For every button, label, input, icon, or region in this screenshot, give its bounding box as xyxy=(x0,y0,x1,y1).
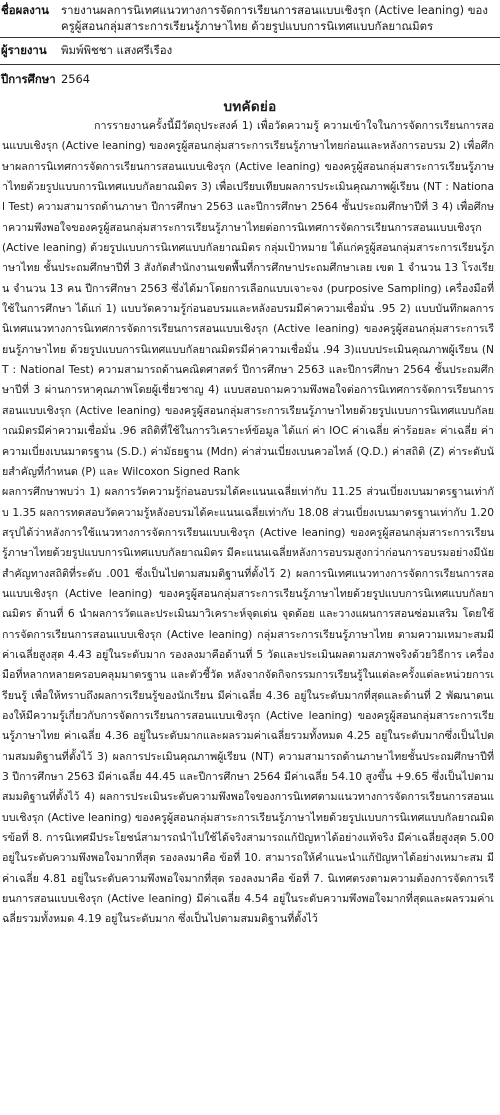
author-value: พิมพ์พิชชา แสงศรีเรือง xyxy=(61,43,173,57)
author-row xyxy=(0,43,500,59)
abstract-paragraph-objectives: การรายงานครั้งนี้มีวัตถุประสงค์ 1) เพื่อวัดความรู้ ความเข้าใจในการจัดการเรียนการสอนแบบเชิงรุก (Active leaning) ของครูผู้สอนกลุ่มสาระการเรียนรู้ภาษาไทยก่อนและหลังการอบรม 2) เพื่อศึกษาผลการนิเทศการจัดการเรียนการสอนแบบเชิงรุก (Active leaning) ของครูผู้สอนกลุ่มสาระการเรียนรู้ภาษาไทยด้วยรูปแบบการนิเทศแบบกัลยาณมิตร 3) เพื่อเปรียบเทียบผลการประเมินคุณภาพผู้เรียน (NT : National Test) ความสามารถด้านภาษา ปีการศึกษา 2563 และปีการศึกษา 2564 ชั้นประถมศึกษาปีที่ 3 4) เพื่อศึกษาความพึงพอใจของครูผู้สอนกลุ่มสาระการเรียนรู้ภาษาไทยต่อการนิเทศการจัดการเรียนการสอนแบบเชิงรุก (Active leaning) ด้วยรูปแบบการนิเทศแบบกัลยาณมิตร กลุ่มเป้าหมาย ได้แก่ครูผู้สอนกลุ่มสาระการเรียนรู้ภาษาไทย ชั้นประถมศึกษาปีที่ 3 สังกัดสำนักงานเขตพื้นที่การศึกษาประถมศึกษาเลย เขต 1 จำนวน 13 โรงเรียน จำนวน 13 คน ปีการศึกษา 2563 ซึ่งได้มาโดยการเลือกแบบเจาะจง (purposive Sampling) เครื่องมือที่ใช้ในการศึกษา ได้แก่ 1) แบบวัดความรู้ก่อนอบรมและหลังอบรมมีค่าความเชื่อมั่น .95 2) แบบบันทึกผลการนิเทศแนวทางการนิเทศการจัดการเรียนการสอนแบบเชิงรุก (Active leaning) ของครูผู้สอนกลุ่มสาระการเรียนรู้ภาษาไทย ด้วยรูปแบบการนิเทศแบบกัลยาณมิตรมีค่าความเชื่อมั่น .94 3)แบบประเมินคุณภาพผู้เรียน (NT : National Test) ความสามารถด้านคณิตศาสตร์ ปีการศึกษา 2563 และปีการศึกษา 2564 ชั้นประถมศึกษาปีที่ 3 ผ่านการหาคุณภาพโดยผู้เชี่ยวชาญ 4) แบบสอบถามความพึงพอใจต่อการนิเทศการจัดการเรียนการสอนแบบเชิงรุก (Active leaning) ของครูผู้สอนกลุ่มสาระการเรียนรู้ภาษาไทยด้วยรูปแบบการนิเทศแบบกัลยาณมิตรมีค่าความเชื่อมั่น .96 สถิติที่ใช้ในการวิเคราะห์ข้อมูล ได้แก่ ค่า IOC ค่าเฉลี่ย ค่าร้อยละ ค่าเฉลี่ย ค่าความเบี่ยงเบนมาตรฐาน (S.D.) ค่ามัธยฐาน (Mdn) ค่าส่วนเบี่ยงเบนควอไทล์ (Q.D.) ค่าสถิติ (Z) ค่าระดับนัยสำคัญที่กำหนด (P) และ Wilcoxon Signed Rank xyxy=(2,119,494,478)
title-value: รายงานผลการนิเทศแนวทางการจัดการเรียนการสอนแบบเชิงรุก (Active leaning) ของครูผู้สอนกลุ่มสาระการเรียนรู้ภาษาไทย ด้วยรูปแบบการนิเทศแบบกัลยาณมิตร xyxy=(61,3,488,33)
abstract-heading: บทคัดย่อ xyxy=(223,99,277,115)
year-row xyxy=(0,72,500,88)
title-row xyxy=(0,3,500,34)
divider xyxy=(0,64,500,65)
abstract-body xyxy=(2,116,494,930)
year-label: ปีการศึกษา xyxy=(1,72,56,86)
year-value: 2564 xyxy=(61,72,90,86)
divider xyxy=(0,37,500,38)
title-label: ชื่อผลงาน xyxy=(1,3,49,17)
abstract-paragraph-results: ผลการศึกษาพบว่า 1) ผลการวัดความรู้ก่อนอบรมได้คะแนนเฉลี่ยเท่ากับ 11.25 ส่วนเบี่ยงเบนมาตรฐานเท่ากับ 1.35 ผลการทดสอบวัดความรู้หลังอบรมได้คะแนนเฉลี่ยเท่ากับ 18.08 ส่วนเบี่ยงเบนมาตรฐานเท่ากับ 1.20 สรุปได้ว่าหลังการใช้แนวทางการจัดการเรียนแบบเชิงรุก (Active leaning) ของครูผู้สอนกลุ่มสาระการเรียนรู้ภาษาไทยด้วยรูปแบบการนิเทศแบบกัลยาณมิตร มีคะแนนเฉลี่ยหลังการอบรมสูงกว่าก่อนการอบรมอย่างมีนัยสำคัญทางสถิติที่ระดับ .001 ซึ่งเป็นไปตามสมมติฐานที่ตั้งไว้ 2) ผลการนิเทศแนวทางการจัดการเรียนการสอนแบบเชิงรุก (Active leaning) ของครูผู้สอนกลุ่มสาระการเรียนรู้ภาษาไทยด้วยรูปแบบการนิเทศแบบกัลยาณมิตร ด้านที่ 6 นำผลการวัดและประเมินมาวิเคราะห์จุดเด่น จุดด้อย และวางแผนการสอนซ่อมเสริม โดยใช้ การจัดการเรียนการสอนแบบเชิงรุก (Active leaning) กลุ่มสาระการเรียนรู้ภาษาไทย ตามความเหมาะสมมีค่าเฉลี่ยสูงสุด 4.43 อยู่ในระดับมาก รองลงมาคือด้านที่ 5 วัดและประเมินผลตามสภาพจริงด้วยวิธีการ เครื่องมือที่หลากหลายครอบคลุมมาตรฐาน และตัวชี้วัด หลังจากจัดกิจกรรมการเรียนรู้ในแต่ละครั้งแต่ละหน่วยการเรียนรู้ เพื่อให้ทราบถึงผลการเรียนรู้ของนักเรียน มีค่าเฉลี่ย 4.36 อยู่ในระดับมากที่สุดและด้านที่ 2 พัฒนาตนเองให้มีความรู้เกี่ยวกับการจัดการเรียนการสอนแบบเชิงรุก (Active leaning) ของครูผู้สอนกลุ่มสาระการเรียนรู้ภาษาไทย ค่าเฉลี่ย 4.36 อยู่ในระดับมากและผลรวมค่าเฉลี่ยรวมทั้งหมด 4.25 อยู่ในระดับมากซึ่งเป็นไปตามสมมติฐานที่ตั้งไว้ 3) ผลการประเมินคุณภาพผู้เรียน (NT) ความสามารถด้านภาษาไทยชั้นประถมศึกษาปีที่ 3 ปีการศึกษา 2563 มีค่าเฉลี่ย 44.45 และปีการศึกษา 2564 มีค่าเฉลี่ย 54.10 สูงขึ้น +9.65 ซึ่งเป็นไปตามสมมติฐานที่ตั้งไว้ 4) ผลการประเมินระดับความพึงพอใจของการนิเทศตามแนวทางการจัดการเรียนการสอนแบบเชิงรุก (Active leaning) ของครูผู้สอนกลุ่มสาระการเรียนรู้ภาษาไทยด้วยรูปแบบการนิเทศแบบกัลยาณมิตรข้อที่ 8. การนิเทศมีประโยชน์สามารถนำไปใช้ได้จริงสามารถแก้ปัญหาได้อย่างแท้จริง มีค่าเฉลี่ยสูงสุด 5.00 อยู่ในระดับความพึงพอใจมากที่สุด รองลงมาคือ ข้อที่ 10. สามารถให้คำแนะนำแก้ปัญหาได้อย่างเหมาะสม มีค่าเฉลี่ย 4.81 อยู่ในระดับความพึงพอใจมากที่สุด รองลงมาคือ ข้อที่ 7. นิเทศตรงตามความต้องการจัดการเรียนการสอนแบบเชิงรุก (Active leaning) มีค่าเฉลี่ย 4.54 อยู่ในระดับความพึงพอใจมากที่สุดและผลรวมค่าเฉลี่ยรวมทั้งหมด 4.19 อยู่ในระดับมาก ซึ่งเป็นไปตามสมมติฐานที่ตั้งไว้ xyxy=(2,485,494,926)
author-label: ผู้รายงาน xyxy=(1,43,47,57)
